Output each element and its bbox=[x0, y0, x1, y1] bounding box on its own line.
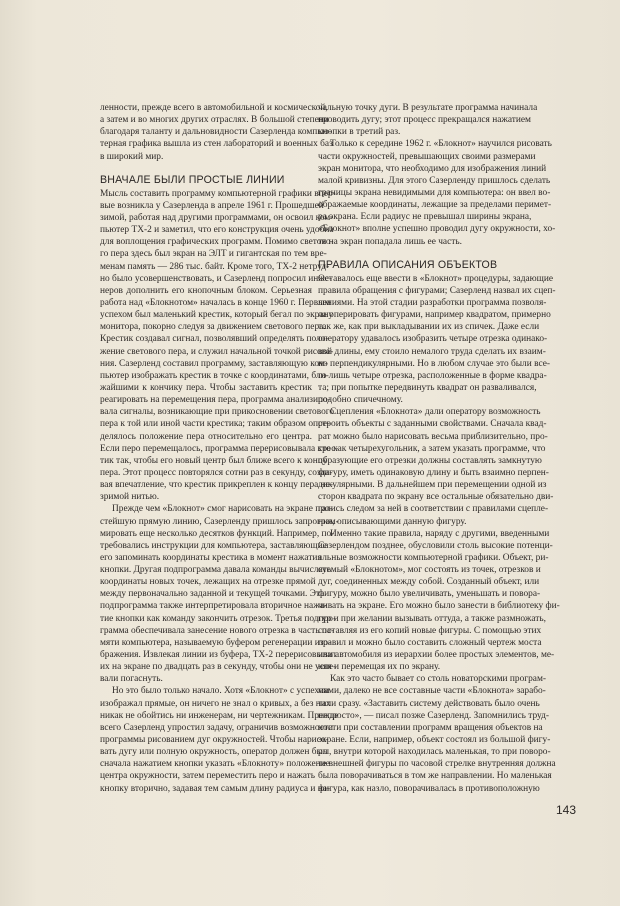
text-line: ображаемые координаты, лежащие за пределами перимет- bbox=[318, 200, 552, 211]
text-line: вая впечатление, что крестик прикреплен к концу пера не- bbox=[100, 480, 333, 491]
text-line: мяти компьютера, называемую буфером регенерации изо- bbox=[100, 637, 332, 648]
text-line: Только к середине 1962 г. «Блокнот» научился рисовать bbox=[330, 139, 552, 150]
text-line: Именно такие правила, наряду с другими, введенными bbox=[330, 528, 550, 539]
text-line: альные возможности компьютерной графики. Объект, ри- bbox=[318, 552, 549, 563]
text-line: те внешней фигуры по часовой стрелке внутренняя должна bbox=[318, 759, 556, 770]
text-line: а затем и во многих других отраслях. В большой степени bbox=[100, 115, 329, 126]
text-line: зримой нитью. bbox=[100, 492, 160, 503]
text-line: фигуру, можно было увеличивать, уменьшать и повора- bbox=[318, 589, 541, 600]
text-line: тие кнопки как команду закончить отрезок. Третья подпро- bbox=[100, 613, 337, 624]
text-line: кнопки в третий раз. bbox=[318, 127, 401, 138]
text-line: вать дугу или полную окружность, оператор должен был bbox=[100, 747, 328, 758]
text-line: менам память — 286 тыс. байт. Кроме того, ТХ-2 нетруд- bbox=[100, 261, 330, 272]
text-line: лениями. На этой стадии разработки программа позволя- bbox=[318, 297, 547, 308]
text-line: вой длины, ему стоило немалого труда сделать их взаим- bbox=[318, 346, 546, 357]
page-number: 143 bbox=[556, 803, 577, 817]
text-line: няя и перемещая их по экрану. bbox=[318, 662, 441, 673]
text-line: рат можно было нарисовать весьма приблизительно, про- bbox=[318, 431, 548, 442]
text-line: работа над «Блокнотом» началась в конце 1960 г. Первым bbox=[100, 297, 331, 308]
text-line: пьютер ТХ-2 и заметил, что его конструкция очень удобна bbox=[100, 225, 334, 236]
text-line: Крестик создавал сигнал, позволявший определять поло- bbox=[100, 334, 329, 345]
text-line: Сазерлендом позднее, обусловили столь высокие потенци- bbox=[318, 540, 553, 551]
text-line: тя на экран попадала лишь ее часть. bbox=[318, 236, 462, 247]
text-line: Прежде чем «Блокнот» смог нарисовать на экране про- bbox=[112, 504, 333, 515]
paragraph bbox=[100, 685, 339, 794]
text-line: кнопки. Другая подпрограмма давала команды вычислять bbox=[100, 565, 332, 576]
text-line: сто как четырехугольник, а затем указать программе, что bbox=[318, 443, 546, 454]
text-line: оператору удавалось изобразить четыре отрезка одинако- bbox=[318, 334, 548, 345]
text-line: фигуру, иметь одинаковую длину и быть взаимно перпен- bbox=[318, 467, 549, 478]
text-line: делялось положение пера относительно его центра. bbox=[100, 431, 312, 442]
text-line: но перпендикулярными. Но в любом случае это были все- bbox=[318, 358, 551, 369]
text-line: в широкий мир. bbox=[100, 151, 164, 162]
paragraph bbox=[100, 503, 339, 685]
text-line: гались следом за ней в соответствии с правилами сцепле- bbox=[318, 504, 549, 515]
text-line: образующие его отрезки должны составлять замкнутую bbox=[318, 455, 542, 466]
text-line: ры, внутри которой находилась маленькая, то при поворо- bbox=[318, 747, 551, 758]
text-line: составляя из его копий новые фигуры. С помощью этих bbox=[318, 625, 542, 636]
paragraph bbox=[318, 673, 556, 794]
text-line: вые возникла у Сазерленда в апреле 1961 г. Прошедшей bbox=[100, 200, 324, 211]
text-line: тик так, чтобы его новый центр был ближе всего к концу bbox=[100, 455, 328, 466]
text-line: «Блокнот» вполне успешно проводил дугу окружности, хо- bbox=[318, 224, 556, 235]
text-line: была поворачиваться в том же направлении. Но маленькая bbox=[318, 771, 552, 782]
text-line: непросто», — писал позже Сазерленд. Запомнились труд- bbox=[318, 710, 550, 721]
text-line: го лишь четыре отрезка, расположенные в форме квадра- bbox=[318, 370, 547, 381]
text-line: суемый «Блокнотом», мог состоять из точек, отрезков и bbox=[318, 565, 541, 576]
text-line: чальную точку дуги. В результате программа начинала bbox=[318, 103, 538, 113]
text-line: мами, далеко не все составные части «Блокнота» зарабо- bbox=[318, 686, 546, 697]
text-line: ра экрана. Если радиус не превышал ширины экрана, bbox=[318, 212, 532, 223]
text-line: Сцепления «Блокнота» дали оператору возможность bbox=[330, 407, 541, 418]
paragraph bbox=[318, 138, 556, 247]
text-line: дуг, соединенных между собой. Созданный объект, или bbox=[318, 577, 540, 588]
text-line: подпрограмма также интерпретировала вторичное нажа- bbox=[100, 601, 327, 612]
text-line: Если перо перемещалось, программа перерисовывала крес- bbox=[100, 443, 339, 454]
text-line: вала сигналы, возникающие при прикосновении светового bbox=[100, 407, 335, 418]
text-line: жение светового пера, и служил начальной точкой рисова- bbox=[100, 346, 334, 357]
text-line: реагировать на перемещения пера, программа анализиро- bbox=[100, 395, 331, 406]
text-line: Оставалось еще ввести в «Блокнот» процедуры, задающие bbox=[318, 273, 554, 284]
text-line: вали погаснуть. bbox=[100, 674, 163, 685]
text-line: но было усовершенствовать, и Сазерленд попросил инже- bbox=[100, 273, 332, 284]
text-line: правил и можно было составить сложный чертеж моста bbox=[318, 637, 542, 648]
paragraph bbox=[318, 406, 554, 527]
text-line: терная графика вышла из стен лабораторий и военных баз bbox=[100, 139, 333, 150]
text-line: так же, как при выкладывании их из спичек. Даже если bbox=[318, 322, 540, 333]
text-line: правила обращения с фигурами; Сазерленд назвал их сцеп- bbox=[318, 285, 556, 296]
paragraph bbox=[318, 102, 538, 138]
text-line: благодаря таланту и дальновидности Сазерленда компью- bbox=[100, 127, 332, 138]
paragraph bbox=[318, 528, 560, 674]
text-line: неров дополнить его кнопочным блоком. Серьезная bbox=[100, 285, 312, 296]
text-line: между первоначально заданной и текущей точками. Эта bbox=[100, 589, 325, 600]
section-heading: ПРАВИЛА ОПИСАНИЯ ОБЪЕКТОВ bbox=[318, 258, 498, 271]
text-line: для воплощения графических программ. Помимо светово- bbox=[100, 237, 334, 248]
text-line: успехом был маленький крестик, который бегал по экрану bbox=[100, 310, 334, 321]
text-line: гур и при желании вызывать оттуда, а также размножать, bbox=[318, 613, 546, 624]
text-line: бражения. Извлекая линии из буфера, ТХ-2 перерисовывал bbox=[100, 650, 336, 661]
text-line: их на экране по двадцать раз в секунду, чтобы они не успе- bbox=[100, 662, 337, 673]
text-line: ния, описывающими данную фигуру. bbox=[318, 516, 467, 527]
text-line: кнопку вторично, задавая тем самым длину радиуса и на- bbox=[100, 783, 331, 794]
text-line: ленности, прежде всего в автомобильной и космической, bbox=[100, 103, 328, 113]
text-line: пера. Этот процесс повторялся сотни раз в секунду, созда- bbox=[100, 467, 333, 478]
text-line: ности при составлении программ вращения объектов на bbox=[318, 722, 543, 733]
paragraph bbox=[318, 273, 556, 407]
text-line: ла оперировать фигурами, например квадратом, примерно bbox=[318, 310, 551, 321]
text-line: его запоминать координаты крестика в момент нажатия bbox=[100, 552, 322, 563]
text-line: жайшими к кончику пера. Чтобы заставить крестик bbox=[100, 382, 312, 393]
text-line: всего Сазерленд упростил задачу, ограничив возможности bbox=[100, 722, 334, 733]
text-line: Как это часто бывает со столь новаторскими програм- bbox=[330, 674, 547, 685]
text-line: монитора, покорно следуя за движением светового пера. bbox=[100, 322, 326, 333]
text-line: части окружностей, превышающих своими размерами bbox=[318, 151, 536, 162]
text-line: пера к той или иной части крестика; таким образом опре- bbox=[100, 419, 330, 430]
text-line: или автомобиля из иерархии более простых элементов, ме- bbox=[318, 650, 555, 661]
text-line: пьютер изображать крестик в точке с координатами, бли- bbox=[100, 370, 329, 381]
text-line: требовались инструкции для компьютера, заставляющие bbox=[100, 540, 327, 551]
text-line: тали сразу. «Заставить систему действовать было очень bbox=[318, 698, 540, 709]
text-line: координаты новых точек, лежащих на отрезке прямой bbox=[100, 577, 316, 588]
text-line: сторон квадрата по экрану все остальные обязательно дви- bbox=[318, 492, 554, 503]
text-line: Мысль составить программу компьютерной графики впер- bbox=[100, 188, 336, 199]
text-line: экран монитора, что необходимо для изображения линий bbox=[318, 163, 547, 174]
section-heading: ВНАЧАЛЕ БЫЛИ ПРОСТЫЕ ЛИНИИ bbox=[100, 173, 285, 186]
text-line: проводить дугу; этот процесс прекращался нажатием bbox=[318, 115, 531, 126]
paragraph bbox=[100, 102, 333, 163]
text-line: Но это было только начало. Хотя «Блокнот» с успехом bbox=[112, 686, 330, 697]
text-line: границы экрана невидимыми для компьютера: он ввел во- bbox=[318, 187, 551, 198]
text-line: мировать еще несколько десятков функций. Например, по- bbox=[100, 528, 335, 539]
text-line: сначала нажатием кнопки указать «Блокноту» положение bbox=[100, 759, 330, 770]
text-line: программы рисованием дуг окружностей. Чтобы нарисо- bbox=[100, 735, 329, 746]
text-line: экране. Если, например, объект состоял из большой фигу- bbox=[318, 735, 551, 746]
right-column bbox=[318, 102, 560, 795]
text-line: стейшую прямую линию, Сазерленду пришлось запрограм- bbox=[100, 516, 339, 527]
text-line: дикулярными. В дальнейшем при перемещении одной из bbox=[318, 480, 547, 491]
text-line: изображал прямые, он ничего не знал о кривых, а без них bbox=[100, 698, 331, 709]
text-line: центра окружности, затем переместить перо и нажать bbox=[100, 771, 316, 782]
text-line: та; при попытке передвинуть квадрат он разваливался, bbox=[318, 382, 537, 393]
text-line: малой кривизны. Для этого Сазерленду пришлось сделать bbox=[318, 175, 551, 186]
text-line: фигура, как назло, поворачивалась в противоположную bbox=[318, 783, 540, 794]
text-line: го пера здесь был экран на ЭЛТ и гигантская по тем вре- bbox=[100, 249, 327, 260]
text-line: грамма обеспечивала занесение нового отрезка в часть па- bbox=[100, 625, 335, 636]
text-line: ния. Сазерленд составил программу, заставляющую ком- bbox=[100, 358, 328, 369]
text-line: чивать на экране. Его можно было занести в библиотеку фи- bbox=[318, 601, 560, 612]
text-line: строить объекты с заданными свойствами. Сначала квад- bbox=[318, 419, 547, 430]
text-line: подобно спичечному. bbox=[318, 395, 403, 406]
paragraph bbox=[100, 188, 339, 504]
text-line: никак не обойтись ни инженерам, ни чертежникам. Прежде bbox=[100, 710, 339, 721]
text-line: зимой, работая над другими программами, он освоил ком- bbox=[100, 212, 334, 223]
left-column bbox=[100, 102, 339, 795]
